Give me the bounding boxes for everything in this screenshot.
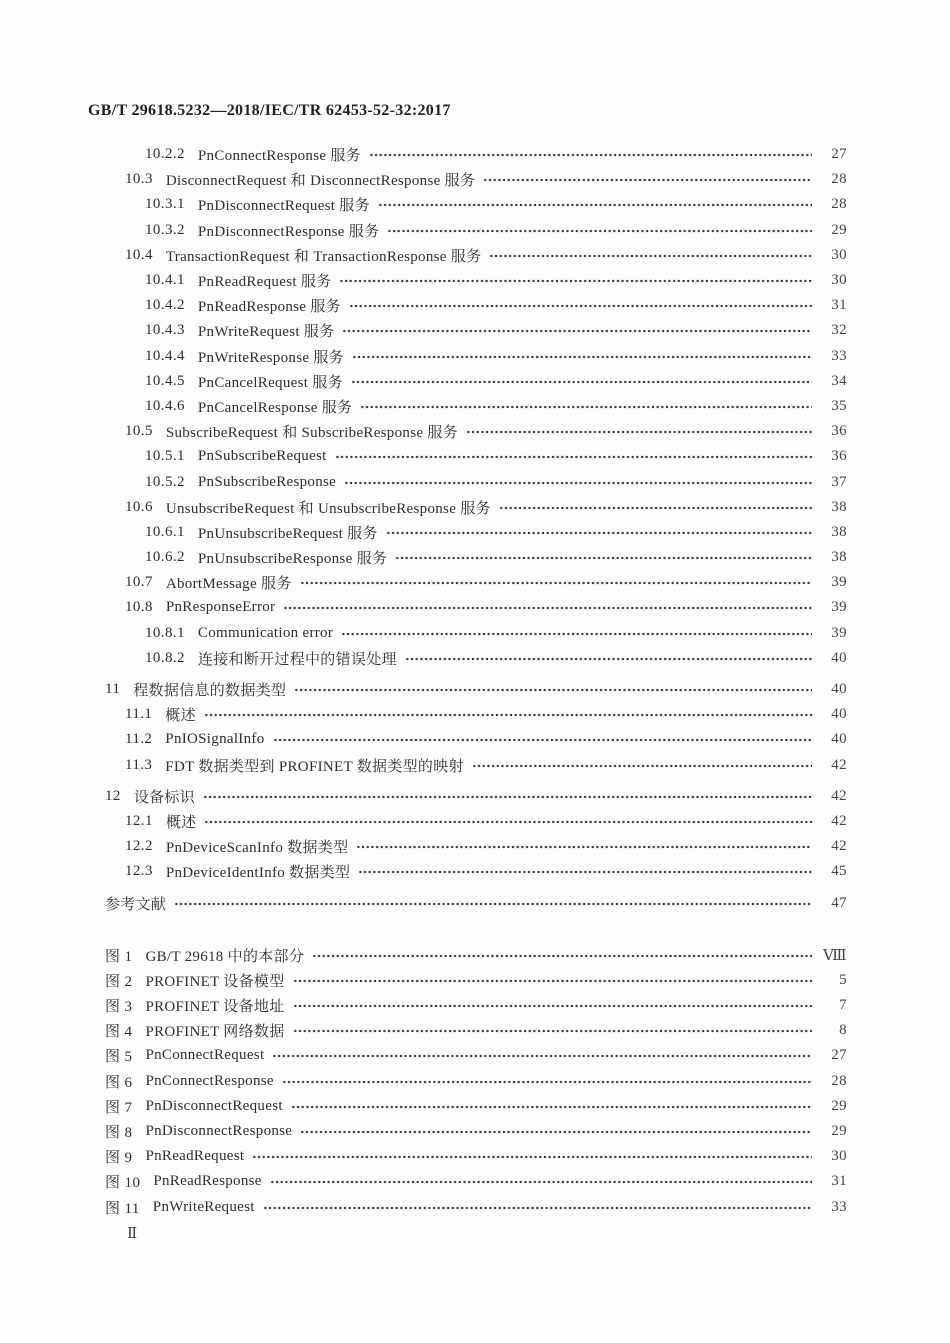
toc-content [105,142,847,1246]
figure-entry-title: PnConnectRequest [145,1047,265,1064]
dot-leader [395,551,812,565]
figure-entry [105,1043,847,1068]
toc-entry-number: 12.2 [125,838,153,855]
toc-entry-number: 10.2.2 [145,146,185,163]
figure-entry-number: 图 10 [105,1175,141,1192]
figure-entry-number: 图 6 [105,1074,133,1091]
toc-entry [105,344,847,369]
figure-entry-title: PROFINET 设备模型 [145,973,285,990]
figure-entry-page: 28 [831,1072,847,1089]
toc-entry-number: 10.3.2 [145,221,185,238]
toc-entry-title: 设备标识 [133,789,196,806]
dot-leader [300,576,812,590]
dot-leader [349,299,812,313]
toc-entry [105,369,847,394]
toc-entry-number: 10.8.1 [145,624,185,641]
toc-entry-page: 42 [831,812,847,829]
toc-entry-title: AbortMessage 服务 [165,576,292,593]
toc-entry-title: PnReadRequest 服务 [197,274,332,291]
dot-leader [369,148,812,162]
toc-entry-number: 10.6.1 [145,523,185,540]
toc-entry-page: 45 [831,863,847,880]
dot-leader [294,683,812,697]
toc-entry-page: 38 [831,523,847,540]
toc-entry-number: 10.4.6 [145,397,185,414]
toc-entry-page: 40 [831,681,847,698]
dot-leader [344,476,812,490]
figure-entry [105,1069,847,1094]
figure-entry-page: 31 [831,1173,847,1190]
toc-entry-number: 11 [105,681,121,698]
figure-entry [105,1195,847,1220]
toc-entry-number: 10.4 [125,246,153,263]
figure-entry-title: GB/T 29618 中的本部分 [145,948,305,965]
toc-entry-page: 30 [831,246,847,263]
dot-leader [339,274,812,288]
toc-entry-page: 27 [831,146,847,163]
toc-entry-title: PnUnsubscribeResponse 服务 [197,551,388,568]
toc-entry-page: 37 [831,473,847,490]
toc-entry-page: 28 [831,171,847,188]
toc-entry-number: 11.2 [125,731,153,748]
toc-entry-title: 概述 [165,814,197,831]
dot-leader [273,733,813,747]
figure-entry-page: 5 [839,971,847,988]
toc-entry-page: 39 [831,624,847,641]
figure-list [105,943,847,1220]
toc-entry-page: 28 [831,196,847,213]
figure-entry-number: 图 1 [105,948,133,965]
toc-entry-title: PnDeviceScanInfo 数据类型 [165,840,349,857]
toc-entry-page: 32 [831,322,847,339]
dot-leader [387,224,812,238]
figure-entry-page: 29 [831,1123,847,1140]
figure-entry-page: 30 [831,1148,847,1165]
toc-entry-page: 38 [831,549,847,566]
toc-entry-title: Communication error [197,624,334,641]
toc-entry [105,859,847,884]
dot-leader [263,1201,812,1215]
dot-leader [356,840,812,854]
toc-entry-number: 10.6 [125,498,153,515]
toc-entry-title: PnDeviceIdentInfo 数据类型 [165,865,351,882]
toc-entry [105,394,847,419]
figure-entry-page: 7 [839,997,847,1014]
dot-leader [378,198,812,212]
dot-leader [386,526,812,540]
toc-entry-number: 11.3 [125,756,153,773]
figure-entry [105,968,847,993]
dot-leader [293,999,812,1013]
toc-entry-title: 连接和断开过程中的错误处理 [197,651,397,668]
toc-entry [105,218,847,243]
toc-entry-title: PnIOSignalInfo [165,731,265,748]
toc-entry-number: 12.1 [125,812,153,829]
dot-leader [204,708,812,722]
figure-entry-title: PnReadRequest [145,1148,245,1165]
toc-entry-number: 10.3 [125,171,153,188]
toc-entry-page: 42 [831,756,847,773]
dot-leader [358,865,812,879]
toc-entry [105,809,847,834]
toc-entry-page: 40 [831,649,847,666]
document-header: GB/T 29618.5232—2018/IEC/TR 62453-52-32:2017 [88,102,451,119]
toc-entry [105,192,847,217]
toc-entry-number: 10.3.1 [145,196,185,213]
toc-entry [105,570,847,595]
toc-entry-title: PnReadResponse 服务 [197,299,341,316]
figure-entry [105,993,847,1018]
figure-entry-page: 33 [831,1198,847,1215]
figure-entry-title: PROFINET 网络数据 [145,1024,285,1041]
toc-entry [105,167,847,192]
toc-entry-page: 47 [831,894,847,911]
toc-entry-title: PnSubscribeRequest [197,448,327,465]
toc-entry [105,646,847,671]
dot-leader [293,974,812,988]
dot-leader [351,375,812,389]
figure-entry [105,1018,847,1043]
toc-entry-title: PnWriteResponse 服务 [197,349,344,366]
figure-entry-title: PnConnectResponse [145,1072,274,1089]
toc-entry [105,595,847,620]
toc-entry-page: 39 [831,599,847,616]
toc-entry-number: 11.1 [125,706,153,723]
toc-entry-page: 42 [831,787,847,804]
figure-entry-number: 图 11 [105,1200,140,1217]
toc-entry [105,444,847,469]
dot-leader [204,815,812,829]
figure-entry-title: PROFINET 设备地址 [145,999,285,1016]
toc-entry-number: 10.4.4 [145,347,185,364]
toc-entry-number: 10.8 [125,599,153,616]
dot-leader [300,1125,812,1139]
toc-entry [105,520,847,545]
toc-entry-page: 33 [831,347,847,364]
toc-entry [105,621,847,646]
toc-entry [105,419,847,444]
toc-entry-title: PnSubscribeResponse [197,473,337,490]
toc-entry [105,469,847,494]
toc-entry [105,753,847,778]
toc-entry-number: 10.4.3 [145,322,185,339]
dot-leader [342,324,812,338]
figure-entry-number: 图 4 [105,1024,133,1041]
figure-entry-page: 27 [831,1047,847,1064]
figure-entry-number: 图 8 [105,1125,133,1142]
figure-entry [105,1094,847,1119]
toc-entry [105,702,847,727]
toc-entry-page: 38 [831,498,847,515]
toc-entry-number: 10.5.1 [145,448,185,465]
figure-entry-number: 图 7 [105,1099,133,1116]
dot-leader [335,450,812,464]
figure-entry [105,1144,847,1169]
toc-entry-number: 10.5.2 [145,473,185,490]
dot-leader [360,400,812,414]
toc-entry-number: 10.4.5 [145,372,185,389]
toc-entry [105,890,847,915]
toc-entry-title: PnResponseError [165,599,276,616]
toc-entry-page: 29 [831,221,847,238]
toc-entry-title: PnDisconnectRequest 服务 [197,198,370,215]
figure-entry-title: PnWriteRequest [152,1198,255,1215]
dot-leader [272,1049,812,1063]
toc-entry-page: 39 [831,574,847,591]
dot-leader [203,790,812,804]
figure-entry-title: PnReadResponse [153,1173,262,1190]
toc-entry [105,677,847,702]
toc-entry [105,268,847,293]
toc-entry-page: 31 [831,297,847,314]
toc-entry [105,293,847,318]
toc-entry-page: 36 [831,423,847,440]
toc-entry-page: 36 [831,448,847,465]
dot-leader [312,949,812,963]
dot-leader [282,1075,812,1089]
figure-entry [105,943,847,968]
toc-list [105,142,847,916]
dot-leader [270,1175,812,1189]
toc-entry-title: PnDisconnectResponse 服务 [197,223,380,240]
figure-entry [105,1169,847,1194]
toc-entry-number: 12.3 [125,863,153,880]
page-number: Ⅱ [127,1225,138,1242]
toc-entry-title: TransactionRequest 和 TransactionResponse 服务 [165,248,482,265]
dot-leader [293,1024,812,1038]
toc-entry-title: UnsubscribeRequest 和 UnsubscribeResponse 服务 [165,500,491,517]
toc-entry-title: FDT 数据类型到 PROFINET 数据类型的映射 [165,758,464,775]
toc-entry [105,834,847,859]
toc-entry-title: 参考文献 [105,896,167,913]
dot-leader [283,601,812,615]
toc-entry-number: 10.4.2 [145,297,185,314]
dot-leader [472,759,812,773]
toc-entry-title: 概述 [165,708,196,725]
toc-entry-page: 42 [831,838,847,855]
toc-entry-number: 10.8.2 [145,649,185,666]
dot-leader [341,627,812,641]
dot-leader [466,425,812,439]
toc-entry-title: PnConnectResponse 服务 [197,148,361,165]
dot-leader [499,501,812,515]
toc-entry [105,318,847,343]
toc-entry-page: 40 [831,731,847,748]
toc-entry [105,784,847,809]
figure-entry-number: 图 5 [105,1049,133,1066]
figure-entry-number: 图 2 [105,973,133,990]
figure-entry-title: PnDisconnectRequest [145,1097,283,1114]
toc-entry-number: 10.7 [125,574,153,591]
dot-leader [252,1150,812,1164]
dot-leader [483,173,812,187]
dot-leader [489,249,812,263]
figure-entry-page: 8 [839,1022,847,1039]
toc-entry-title: SubscribeRequest 和 SubscribeResponse 服务 [165,425,458,442]
dot-leader [405,652,812,666]
toc-entry-title: 程数据信息的数据类型 [133,683,287,700]
toc-entry-page: 40 [831,706,847,723]
figure-entry [105,1119,847,1144]
figure-entry-number: 图 9 [105,1150,133,1167]
figure-entry-page: 29 [831,1097,847,1114]
toc-entry-title: PnUnsubscribeRequest 服务 [197,525,378,542]
toc-entry-title: PnCancelResponse 服务 [197,399,353,416]
toc-entry [105,545,847,570]
toc-entry-number: 12 [105,787,121,804]
figure-entry-number: 图 3 [105,999,133,1016]
toc-entry [105,243,847,268]
toc-entry [105,142,847,167]
figure-entry-page: Ⅷ [822,947,847,964]
figure-entry-title: PnDisconnectResponse [145,1123,293,1140]
dot-leader [352,350,812,364]
toc-entry-page: 35 [831,397,847,414]
toc-entry-number: 10.4.1 [145,272,185,289]
toc-entry-title: PnCancelRequest 服务 [197,374,343,391]
toc-entry-number: 10.6.2 [145,549,185,566]
toc-entry-title: DisconnectRequest 和 DisconnectResponse 服务 [165,173,476,190]
toc-entry-number: 10.5 [125,423,153,440]
toc-entry [105,495,847,520]
dot-leader [174,897,812,911]
toc-entry-title: PnWriteRequest 服务 [197,324,335,341]
toc-entry [105,727,847,752]
toc-entry-page: 34 [831,372,847,389]
dot-leader [291,1100,812,1114]
toc-entry-page: 30 [831,272,847,289]
